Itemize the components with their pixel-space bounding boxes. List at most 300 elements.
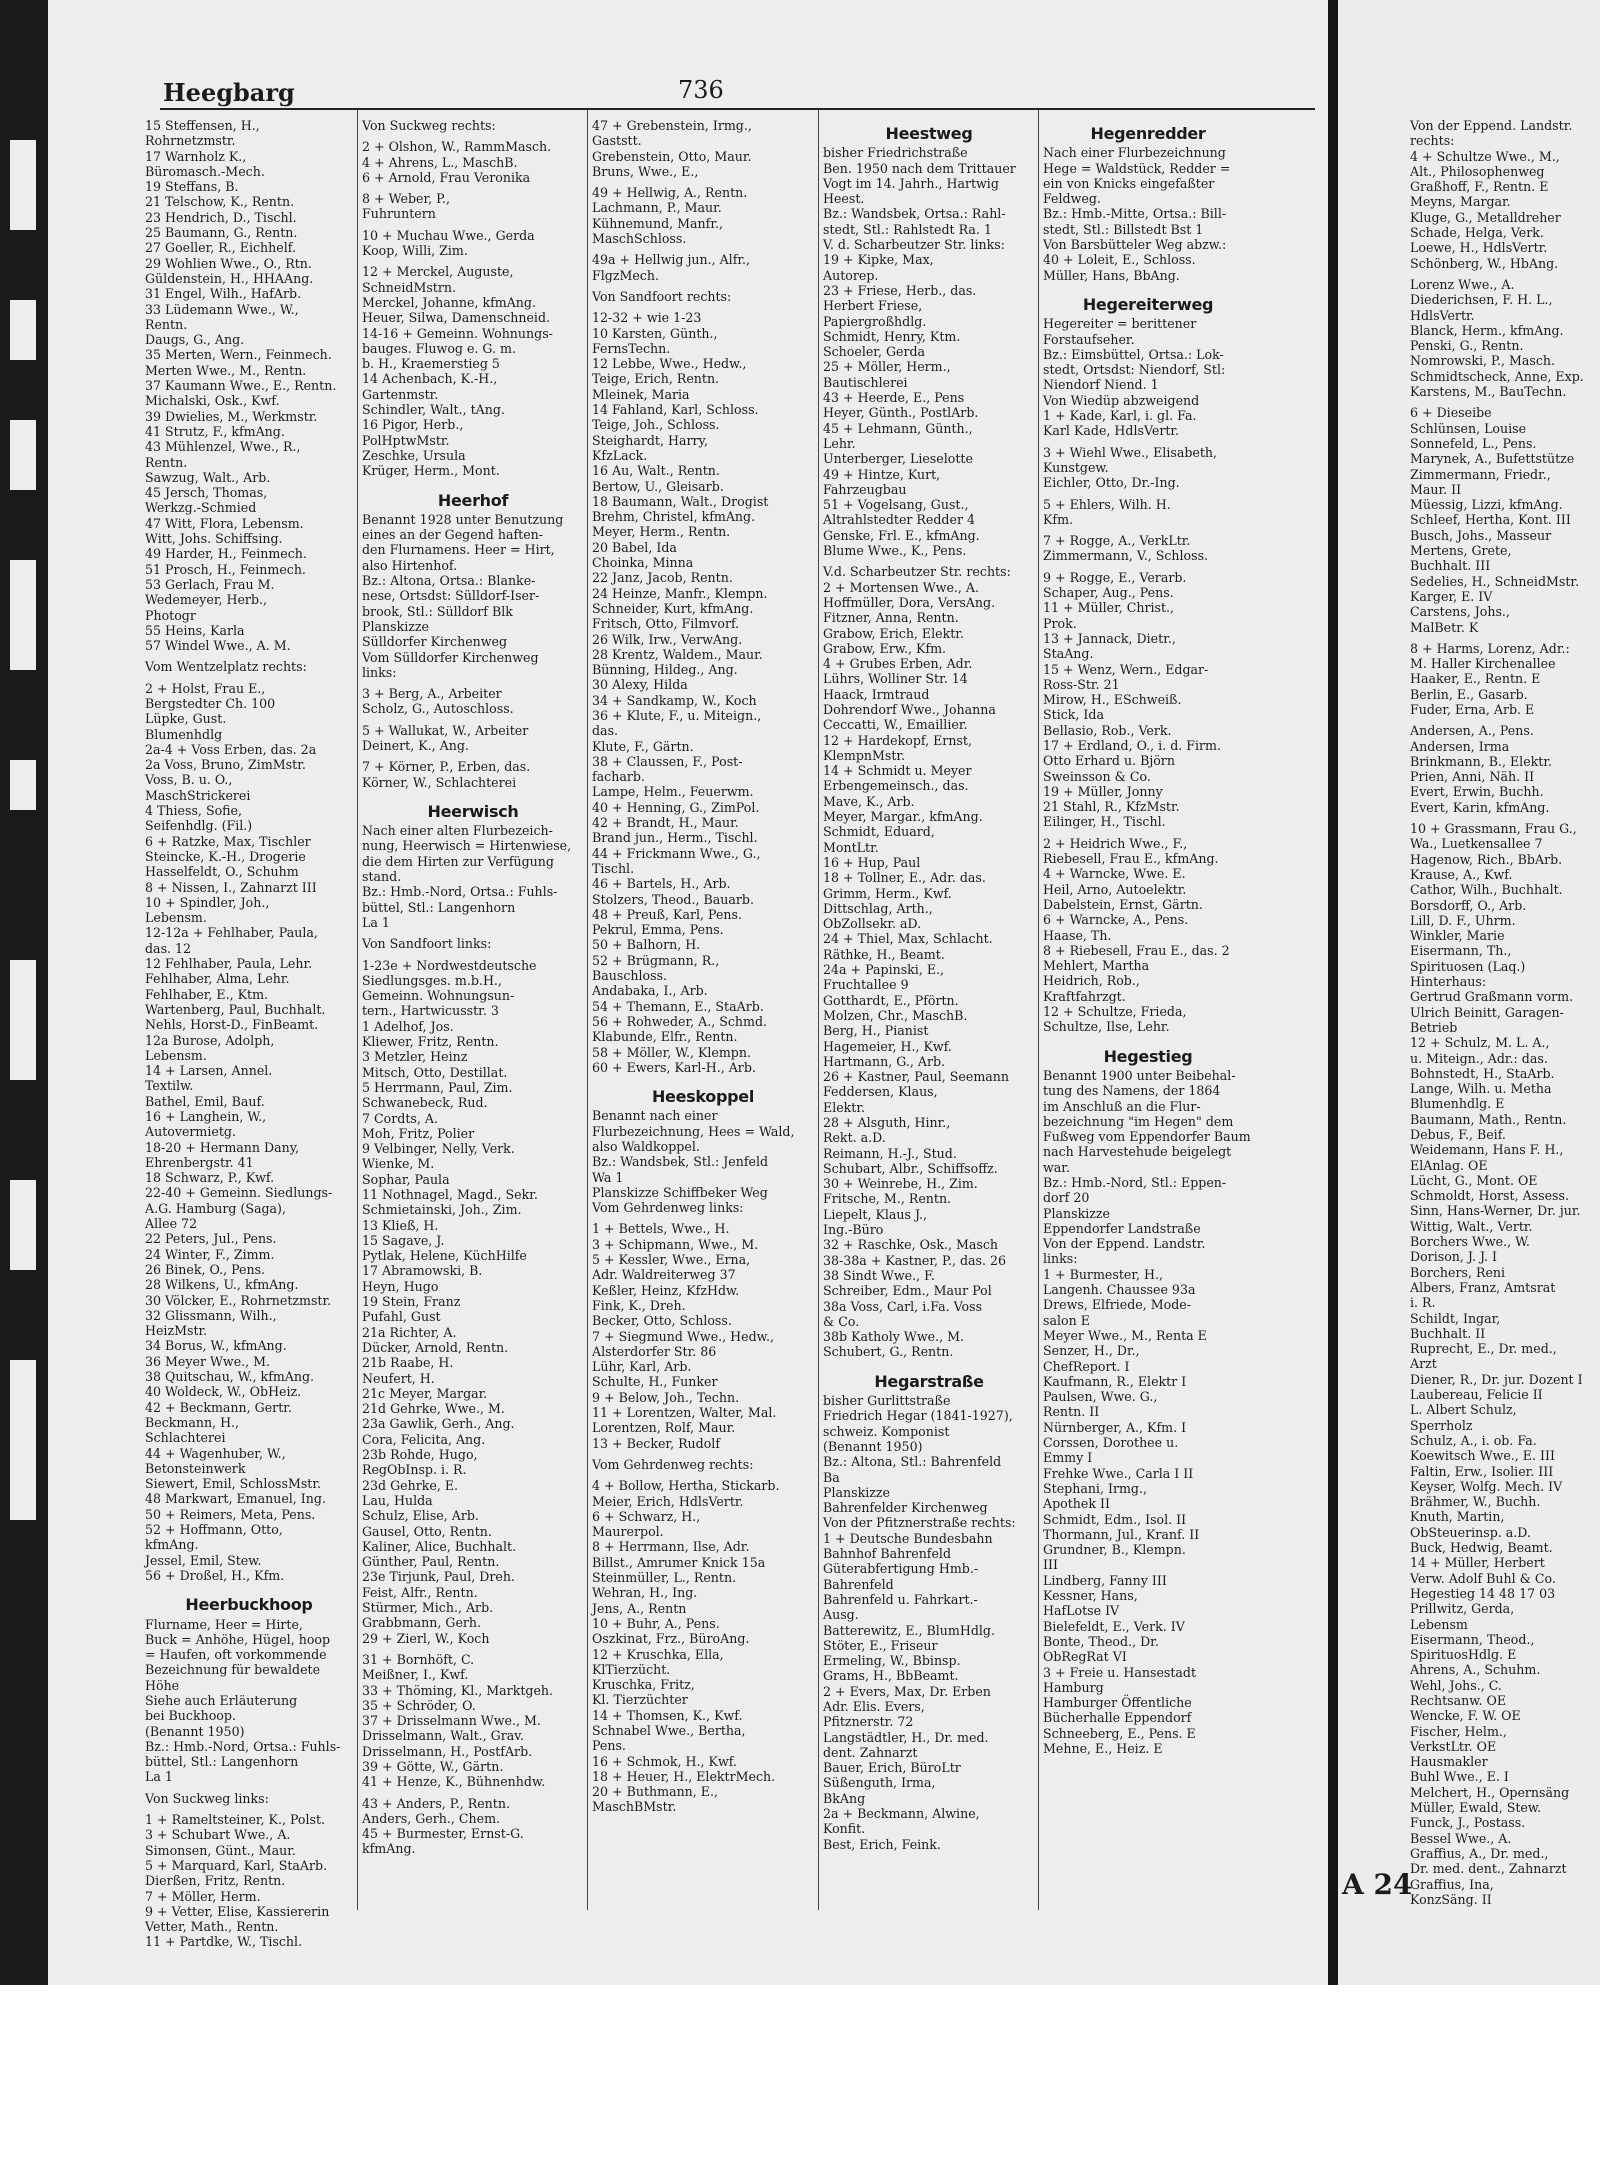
directory-entry: salon E (1043, 1312, 1090, 1328)
directory-entry: Lücht, G., Mont. OE (1410, 1172, 1538, 1188)
directory-entry: Bahrenfelder Kirchenweg (823, 1500, 988, 1516)
directory-entry: Erbengemeinsch., das. (823, 778, 969, 794)
directory-entry: Meißner, I., Kwf. (362, 1667, 469, 1683)
directory-entry: Sophar, Paula (362, 1171, 450, 1187)
directory-entry: 39 Dwielies, M., Werkmstr. (145, 408, 318, 424)
directory-entry: Laubereau, Felicie II (1410, 1387, 1543, 1403)
column-rule (1038, 110, 1039, 1910)
directory-entry: Klabunde, Elfr., Rentn. (592, 1029, 738, 1045)
directory-entry: 52 + Brügmann, R., (592, 952, 720, 968)
directory-entry: 9 + Below, Joh., Techn. (592, 1389, 740, 1405)
directory-entry: 23 + Friese, Herb., das. (823, 282, 977, 298)
directory-entry: Verw. Adolf Buhl & Co. (1410, 1570, 1556, 1586)
directory-entry: Beckmann, H., (145, 1414, 240, 1430)
directory-entry: 18 + Tollner, E., Adr. das. (823, 870, 986, 886)
directory-entry: Altrahlstedter Redder 4 (823, 512, 975, 528)
directory-entry: Meyns, Margar. (1410, 194, 1511, 210)
directory-entry: 17 Warnholz K., (145, 148, 247, 164)
directory-entry: 6 + Warncke, A., Pens. (1043, 912, 1189, 928)
blank-line (823, 1360, 1035, 1366)
directory-entry: Pytlak, Helene, KüchHilfe (362, 1248, 527, 1264)
directory-entry: Adr. Elis. Evers, (823, 1698, 925, 1714)
directory-entry: 43 + Anders, P., Rentn. (362, 1795, 510, 1811)
directory-entry: Jessel, Emil, Stew. (145, 1552, 262, 1568)
directory-entry: 1 Adelhof, Jos. (362, 1018, 454, 1034)
directory-entry: 51 Prosch, H., Feinmech. (145, 561, 306, 577)
directory-entry: V. d. Scharbeutzer Str. links: (823, 237, 1005, 253)
directory-entry: Moh, Fritz, Polier (362, 1125, 475, 1141)
directory-entry: Gertrud Graßmann vorm. (1410, 989, 1574, 1005)
directory-entry: Borchers Wwe., W. (1410, 1234, 1530, 1250)
directory-entry: also Hirtenhof. (362, 557, 458, 573)
directory-entry: Lühr, Karl, Arb. (592, 1359, 692, 1375)
directory-entry: 20 + Buthmann, E., (592, 1784, 718, 1800)
directory-entry: Merckel, Johanne, kfmAng. (362, 294, 536, 310)
directory-entry: Hinterhaus: (1410, 974, 1487, 990)
directory-entry: 24a + Papinski, E., (823, 962, 945, 978)
directory-entry: Planskizze (823, 1484, 890, 1500)
directory-entry: Schönberg, W., HbAng. (1410, 255, 1559, 271)
directory-entry: Bauschloss. (592, 968, 668, 984)
directory-entry: links: (362, 664, 397, 680)
directory-entry: Langstädtler, H., Dr. med. (823, 1729, 989, 1745)
directory-entry: BkAng (823, 1790, 866, 1806)
directory-entry: Autorep. (823, 267, 879, 283)
directory-entry: 6 + Arnold, Frau Veronika (362, 169, 531, 185)
directory-entry: Lorenz Wwe., A. (1410, 276, 1515, 292)
directory-entry: Blumenhdlg (145, 726, 223, 742)
directory-entry: Kaliner, Alice, Buchhalt. (362, 1538, 517, 1554)
directory-entry: ein von Knicks eingefaßter (1043, 175, 1215, 191)
directory-entry: Pufahl, Gust (362, 1309, 441, 1325)
directory-entry: 22-40 + Gemeinn. Siedlungs- (145, 1185, 333, 1201)
directory-entry: Klute, F., Gärtn. (592, 738, 694, 754)
directory-entry: Heidrich, Rob., (1043, 973, 1140, 989)
directory-entry: Blumenhdlg. E (1410, 1096, 1505, 1112)
directory-entry: 24 Heinze, Manfr., Klempn. (592, 585, 768, 601)
directory-entry: 8 + Harms, Lorenz, Adr.: (1410, 640, 1570, 656)
directory-entry: ObZollsekr. aD. (823, 916, 922, 932)
directory-entry: Müessig, Lizzi, kfmAng. (1410, 497, 1563, 513)
directory-entry: Von Wiedüp abzweigend (1043, 392, 1200, 408)
binding-mark (10, 1360, 36, 1520)
directory-entry: 4 + Bollow, Hertha, Stickarb. (592, 1478, 780, 1494)
directory-entry: 2a-4 + Voss Erben, das. 2a (145, 741, 317, 757)
directory-entry: Textilw. (145, 1078, 194, 1094)
directory-entry: 54 + Themann, E., StaArb. (592, 998, 764, 1014)
directory-entry: Benannt 1900 unter Beibehal- (1043, 1067, 1236, 1083)
directory-entry: Betrieb (1410, 1019, 1458, 1035)
directory-entry: Riebesell, Frau E., kfmAng. (1043, 851, 1219, 867)
directory-entry: 48 + Preuß, Karl, Pens. (592, 906, 742, 922)
directory-entry: 14 + Müller, Herbert (1410, 1555, 1545, 1571)
directory-entry: Planskizze (362, 618, 429, 634)
directory-entry: Meyer Wwe., M., Renta E (1043, 1327, 1207, 1343)
directory-entry: Karstens, M., BauTechn. (1410, 384, 1567, 400)
directory-entry: Hasselfeldt, O., Schuhm (145, 864, 299, 880)
directory-entry: Sperrholz (1410, 1417, 1473, 1433)
directory-entry: Haaker, E., Rentn. E (1410, 671, 1541, 687)
directory-entry: kfmAng. (145, 1537, 199, 1553)
directory-entry: 40 + Loleit, E., Schloss. (1043, 252, 1196, 268)
directory-entry: La 1 (362, 914, 390, 930)
directory-entry: Nürnberger, A., Kfm. I (1043, 1419, 1187, 1435)
directory-entry: 41 Strutz, F., kfmAng. (145, 423, 285, 439)
directory-entry: nung, Heerwisch = Hirtenwiese, (362, 838, 572, 854)
directory-entry: Otto Erhard u. Björn (1043, 753, 1175, 769)
directory-entry: 44 + Wagenhuber, W., (145, 1445, 286, 1461)
directory-entry: Senzer, H., Dr., (1043, 1343, 1140, 1359)
directory-entry: 56 + Droßel, H., Kfm. (145, 1567, 285, 1583)
directory-entry: Becker, Otto, Schloss. (592, 1313, 732, 1329)
directory-entry: 33 + Thöming, Kl., Marktgeh. (362, 1682, 554, 1698)
directory-entry: Cora, Felicita, Ang. (362, 1431, 486, 1447)
directory-entry: Ross-Str. 21 (1043, 676, 1120, 692)
directory-entry: 3 + Wiehl Wwe., Elisabeth, (1043, 444, 1218, 460)
directory-entry: 36 Meyer Wwe., M. (145, 1353, 271, 1369)
directory-entry: Bz.: Altona, Stl.: Bahrenfeld (823, 1454, 1002, 1470)
directory-entry: Brehm, Christel, kfmAng. (592, 509, 756, 525)
directory-entry: Flurbezeichnung, Hees = Wald, (592, 1123, 795, 1139)
book-binding (0, 0, 48, 1985)
directory-entry: Borsdorff, O., Arb. (1410, 897, 1527, 913)
directory-entry: Sonnefeld, L., Pens. (1410, 435, 1537, 451)
directory-entry: 6 + Schwarz, H., (592, 1508, 701, 1524)
directory-entry: La 1 (145, 1769, 173, 1785)
directory-entry: Buhl Wwe., E. I (1410, 1769, 1509, 1785)
directory-entry: FlgzMech. (592, 267, 659, 283)
directory-entry: Rechtsanw. OE (1410, 1692, 1507, 1708)
directory-entry: Niendorf Niend. 1 (1043, 377, 1159, 393)
directory-entry: 15 + Wenz, Wern., Edgar- (1043, 661, 1209, 677)
directory-entry: 45 + Burmester, Ernst-G. (362, 1826, 524, 1842)
directory-entry: Wehran, H., Ing. (592, 1585, 698, 1601)
directory-entry: 20 Babel, Ida (592, 539, 677, 555)
directory-entry: 12 + Hardekopf, Ernst, (823, 732, 972, 748)
directory-entry: Krüger, Herm., Mont. (362, 463, 500, 479)
directory-entry: Sedelies, H., SchneidMstr. (1410, 573, 1580, 589)
directory-entry: Buchhalt. II (1410, 1325, 1486, 1341)
directory-entry: Vom Sülldorfer Kirchenweg (362, 649, 539, 665)
directory-entry: 35 + Schröder, O. (362, 1697, 476, 1713)
directory-entry: Hartmann, G., Arb. (823, 1053, 946, 1069)
directory-entry: Schwanebeck, Rud. (362, 1095, 488, 1111)
directory-entry: Schildt, Ingar, (1410, 1310, 1501, 1326)
directory-entry: Mirow, H., ESchweiß. (1043, 692, 1182, 708)
directory-entry: 6 + Dieseibe (1410, 405, 1492, 421)
directory-entry: 29 Wohlien Wwe., O., Rtn. (145, 255, 312, 271)
directory-entry: 24 Winter, F., Zimm. (145, 1246, 275, 1262)
directory-entry: 23b Rohde, Hugo, (362, 1447, 478, 1463)
directory-entry: Wittig, Walt., Vertr. (1410, 1218, 1533, 1234)
directory-entry: Steighardt, Harry, (592, 432, 708, 448)
directory-entry: Allee 72 (145, 1216, 198, 1232)
directory-entry: VerkstLtr. OE (1410, 1738, 1497, 1754)
directory-entry: Räthke, H., Beamt. (823, 946, 945, 962)
directory-entry: Müller, Hans, BbAng. (1043, 267, 1180, 283)
directory-entry: Von Suckweg links: (145, 1790, 269, 1806)
directory-entry: Kühnemund, Manfr., (592, 215, 723, 231)
directory-entry: Körner, W., Schlachterei (362, 774, 517, 790)
directory-entry: Krause, A., Kwf. (1410, 866, 1513, 882)
directory-entry: Von der Eppend. Landstr. (1043, 1236, 1206, 1252)
directory-entry: 33 Lüdemann Wwe., W., (145, 301, 299, 317)
directory-entry: 13 + Jannack, Dietr., (1043, 630, 1176, 646)
directory-entry: Fitzner, Anna, Rentn. (823, 610, 959, 626)
directory-entry: Rentn. (145, 316, 188, 332)
directory-entry: 12 + Merckel, Auguste, (362, 264, 514, 280)
directory-entry: 12a Burose, Adolph, (145, 1032, 275, 1048)
directory-entry: Bz.: Wandsbek, Stl.: Jenfeld (592, 1154, 769, 1170)
directory-entry: Mleinek, Maria (592, 386, 690, 402)
directory-entry: Kruschka, Fritz, (592, 1677, 695, 1693)
street-name: Heeskoppel (651, 1087, 755, 1107)
directory-entry: Schoeler, Gerda (823, 344, 926, 360)
directory-entry: 1 + Burmester, H., (1043, 1266, 1163, 1282)
directory-entry: Güterabfertigung Hmb.- (823, 1561, 979, 1577)
directory-entry: 34 + Sandkamp, W., Koch (592, 692, 757, 708)
blank-line (145, 1583, 353, 1589)
directory-entry: Dierßen, Fritz, Rentn. (145, 1873, 286, 1889)
directory-entry: Wienke, M. (362, 1156, 435, 1172)
directory-entry: Schlachterei (145, 1430, 226, 1446)
directory-entry: Nomrowski, P., Masch. (1410, 353, 1556, 369)
binding-mark (10, 300, 36, 360)
directory-entry: Drisselmann, H., PostfArb. (362, 1743, 533, 1759)
directory-entry: 38a Voss, Carl, i.Fa. Voss (823, 1298, 983, 1314)
directory-entry: dent. Zahnarzt (823, 1744, 918, 1760)
directory-entry: Hoffmüller, Dora, VersAng. (823, 594, 996, 610)
directory-entry: Ba (823, 1469, 840, 1485)
directory-entry: Karl Kade, HdlsVertr. (1043, 423, 1180, 439)
directory-entry: Lebensm (1410, 1616, 1468, 1632)
directory-entry: 52 + Hoffmann, Otto, (145, 1522, 283, 1538)
directory-entry: 14-16 + Gemeinn. Wohnungs- (362, 325, 553, 341)
directory-entry: 3 + Freie u. Hansestadt (1043, 1664, 1197, 1680)
directory-entry: 37 + Drisselmann Wwe., M. (362, 1713, 541, 1729)
directory-entry: stedt, Stl.: Rahlstedt Ra. 1 (823, 221, 992, 237)
directory-entry: 19 Steffans, B. (145, 179, 239, 195)
directory-entry: Gausel, Otto, Rentn. (362, 1523, 492, 1539)
directory-entry: Konfit. (823, 1821, 866, 1837)
directory-entry: Weidemann, Hans F. H., (1410, 1142, 1564, 1158)
directory-entry: 49a + Hellwig jun., Alfr., (592, 252, 751, 268)
directory-entry: 60 + Ewers, Karl-H., Arb. (592, 1059, 756, 1075)
directory-entry: Fritsch, Otto, Filmvorf. (592, 616, 740, 632)
binding-mark (10, 1180, 36, 1270)
directory-entry: Grabbmann, Gerh. (362, 1615, 482, 1631)
directory-entry: Stephani, Irmg., (1043, 1480, 1147, 1496)
directory-entry: Autovermietg. (145, 1124, 236, 1140)
directory-entry: Evert, Erwin, Buchh. (1410, 784, 1544, 800)
directory-entry: 7 Cordts, A. (362, 1110, 438, 1126)
directory-entry: Elektr. (823, 1099, 866, 1115)
binding-mark (10, 140, 36, 230)
directory-entry: Fuder, Erna, Arb. E (1410, 701, 1535, 717)
directory-entry: 13 Kließ, H. (362, 1217, 439, 1233)
directory-entry: stedt, Stl.: Billstedt Bst 1 (1043, 221, 1204, 237)
directory-entry: Bz.: Hmb.-Nord, Ortsa.: Fuhls- (362, 884, 558, 900)
directory-entry: 2a + Beckmann, Alwine, (823, 1806, 980, 1822)
directory-entry: Dabelstein, Ernst, Gärtn. (1043, 896, 1203, 912)
directory-entry: Nach einer Flurbezeichnung (1043, 145, 1226, 161)
directory-entry: Koewitsch Wwe., E. III (1410, 1448, 1555, 1464)
directory-entry: 57 Windel Wwe., A. M. (145, 638, 291, 654)
directory-entry: Meyer, Margar., kfmAng. (823, 809, 983, 825)
directory-entry: das. 12 (145, 940, 192, 956)
directory-entry: Fahrzeugbau (823, 481, 907, 497)
directory-entry: Lührs, Wolliner Str. 14 (823, 671, 968, 687)
directory-entry: Bonte, Theod., Dr. (1043, 1633, 1159, 1649)
directory-entry: III (1043, 1557, 1058, 1573)
directory-entry: Vetter, Math., Rentn. (145, 1919, 279, 1935)
directory-entry: Wartenberg, Paul, Buchhalt. (145, 1001, 326, 1017)
directory-entry: 21d Gehrke, Wwe., M. (362, 1401, 505, 1417)
directory-entry: 27 Goeller, R., Eichhelf. (145, 240, 296, 256)
directory-entry: = Haufen, oft vorkommende (145, 1647, 327, 1663)
directory-entry: StaAng. (1043, 646, 1094, 662)
directory-entry: 40 + Henning, G., ZimPol. (592, 799, 760, 815)
street-name: Heerhof (437, 490, 509, 510)
directory-entry: Mitsch, Otto, Destillat. (362, 1064, 508, 1080)
directory-entry: Drews, Elfriede, Mode- (1043, 1297, 1191, 1313)
directory-entry: Bz.: Eimsbüttel, Ortsa.: Lok- (1043, 346, 1224, 362)
directory-entry: 21c Meyer, Margar. (362, 1385, 488, 1401)
street-name: Heerbuckhoop (185, 1595, 313, 1615)
directory-entry: Gartenmstr. (362, 386, 439, 402)
directory-entry: 15 Steffensen, H., (145, 118, 260, 133)
directory-entry: 16 Au, Walt., Rentn. (592, 463, 720, 479)
directory-entry: Graffius, Ina, (1410, 1876, 1494, 1892)
directory-entry: stedt, Ortsdst: Niendorf, Stl: (1043, 362, 1226, 378)
directory-entry: Melchert, H., Opernsäng (1410, 1784, 1570, 1800)
directory-entry: war. (1043, 1159, 1070, 1175)
directory-entry: Von Suckweg rechts: (362, 118, 496, 133)
directory-entry: Bathel, Emil, Bauf. (145, 1093, 265, 1109)
directory-entry: Kluge, G., Metalldreher (1410, 209, 1561, 225)
directory-entry: Anders, Gerh., Chem. (362, 1810, 501, 1826)
directory-entry: Brinkmann, B., Elektr. (1410, 753, 1552, 769)
column-rule (587, 110, 588, 1910)
directory-entry: L. Albert Schulz, (1410, 1402, 1517, 1418)
directory-entry: 34 Borus, W., kfmAng. (145, 1338, 287, 1354)
directory-entry: Eilinger, H., Tischl. (1043, 814, 1166, 830)
directory-entry: Dorison, J. J. I (1410, 1249, 1498, 1265)
directory-entry: i. R. (1410, 1295, 1436, 1311)
directory-entry: 21a Richter, A. (362, 1324, 457, 1340)
street-heading: Heegbarg (163, 78, 295, 107)
directory-entry: Paulsen, Wwe. G., (1043, 1389, 1158, 1405)
directory-entry: 13 + Becker, Rudolf (592, 1435, 720, 1451)
directory-entry: Blume Wwe., K., Pens. (823, 543, 967, 559)
directory-entry: 18 Baumann, Walt., Drogist (592, 493, 769, 509)
directory-entry: Schneider, Kurt, kfmAng. (592, 600, 754, 616)
directory-entry: 4 Thiess, Sofie, (145, 803, 243, 819)
directory-entry: Ben. 1950 nach dem Trittauer (823, 160, 1016, 176)
directory-entry: Marynek, A., Bufettstütze (1410, 451, 1575, 467)
directory-entry: Sweinsson & Co. (1043, 768, 1151, 784)
directory-entry: bezeichnung "im Hegen" dem (1043, 1113, 1234, 1129)
directory-entry: 28 Wilkens, U., kfmAng. (145, 1277, 299, 1293)
directory-entry: Nehls, Horst-D., FinBeamt. (145, 1017, 319, 1033)
directory-entry: kfmAng. (362, 1841, 416, 1857)
directory-entry: Genske, Frl. E., kfmAng. (823, 527, 980, 543)
directory-entry: 46 + Bartels, H., Arb. (592, 876, 731, 892)
binding-mark (10, 420, 36, 490)
directory-entry: Siedlungsges. m.b.H., (362, 972, 502, 988)
directory-entry: 42 + Brandt, H., Maur. (592, 815, 739, 831)
directory-entry: Bz.: Wandsbek, Ortsa.: Rahl- (823, 206, 1006, 222)
blank-line (1043, 1035, 1253, 1041)
directory-entry: Bertow, U., Gleisarb. (592, 478, 724, 494)
directory-entry: 11 + Müller, Christ., (1043, 600, 1175, 616)
directory-entry: Neufert, H. (362, 1370, 435, 1386)
directory-entry: 16 + Schmok, H., Kwf. (592, 1753, 737, 1769)
directory-entry: 2 + Heidrich Wwe., F., (1043, 835, 1188, 851)
directory-entry: Schnabel Wwe., Bertha, (592, 1722, 746, 1738)
directory-entry: Batterewitz, E., BlumHdlg. (823, 1622, 995, 1638)
directory-entry: Stolzers, Theod., Bauarb. (592, 891, 754, 907)
directory-entry: Ruprecht, E., Dr. med., (1410, 1341, 1557, 1357)
directory-entry: Alsterdorfer Str. 86 (592, 1343, 717, 1359)
directory-entry: Schmietainski, Joh., Zim. (362, 1202, 522, 1218)
directory-entry: SchneidMstrn. (362, 279, 456, 295)
directory-entry: bauges. Fluwog e. G. m. (362, 340, 516, 356)
directory-entry: 3 + Schubart Wwe., A. (145, 1827, 291, 1843)
directory-entry: Bz.: Hmb.-Mitte, Ortsa.: Bill- (1043, 206, 1227, 222)
directory-entry: Busch, Johs., Masseur (1410, 527, 1552, 543)
directory-entry: Keßler, Heinz, KfzHdw. (592, 1282, 740, 1298)
directory-entry: 8 + Weber, P., (362, 191, 451, 207)
directory-entry: 39 + Götte, W., Gärtn. (362, 1758, 504, 1774)
directory-entry: 51 + Vogelsang, Gust., (823, 497, 969, 513)
directory-entry: Mertens, Grete, (1410, 543, 1512, 559)
directory-entry: 2a Voss, Bruno, ZimMstr. (145, 757, 306, 773)
directory-entry: Wa., Luetkensallee 7 (1410, 836, 1543, 852)
directory-entry: Prien, Anni, Näh. II (1410, 769, 1535, 785)
directory-entry: KonzSäng. II (1410, 1891, 1492, 1907)
directory-entry: bei Buckhoop. (145, 1708, 236, 1724)
directory-entry: Billst., Amrumer Knick 15a (592, 1554, 766, 1570)
directory-entry: 7 + Körner, P., Erben, das. (362, 759, 531, 775)
directory-entry: Von Barsbütteler Weg abzw.: (1043, 237, 1227, 253)
directory-entry: Von Sandfoort links: (362, 936, 492, 952)
directory-entry: Kraftfahrzgt. (1043, 988, 1126, 1004)
directory-entry: 42 + Beckmann, Gertr. (145, 1399, 292, 1415)
directory-entry: 53 Gerlach, Frau M. (145, 576, 275, 592)
directory-entry: Dittschlag, Arth., (823, 900, 933, 916)
directory-entry: 12 Lebbe, Wwe., Hedw., (592, 356, 747, 372)
directory-entry: Bielefeldt, E., Verk. IV (1043, 1618, 1185, 1634)
directory-entry: Rentn. (145, 454, 188, 470)
directory-entry: 14 + Schmidt u. Meyer (823, 763, 972, 779)
directory-entry: Sülldorfer Kirchenweg (362, 634, 508, 650)
directory-entry: 8 + Herrmann, Ilse, Adr. (592, 1539, 750, 1555)
directory-entry: Lindberg, Fanny III (1043, 1572, 1167, 1588)
directory-entry: Kliewer, Fritz, Rentn. (362, 1034, 499, 1050)
directory-entry: Wehl, Johs., C. (1410, 1677, 1502, 1693)
directory-entry: 4 + Grubes Erben, Adr. (823, 656, 973, 672)
directory-entry: Lebensm. (145, 910, 207, 926)
directory-entry: Maurerpol. (592, 1524, 664, 1540)
directory-entry: büttel, Stl.: Langenhorn (145, 1754, 299, 1770)
right-page-column (1410, 118, 1600, 1908)
directory-entry: 4 + Schultze Wwe., M., (1410, 148, 1560, 164)
directory-entry: Buck, Hedwig, Beamt. (1410, 1540, 1553, 1556)
directory-entry: Blanck, Herm., kfmAng. (1410, 322, 1564, 338)
directory-entry: Bücherhalle Eppendorf (1043, 1710, 1192, 1726)
directory-entry: stand. (362, 869, 402, 885)
